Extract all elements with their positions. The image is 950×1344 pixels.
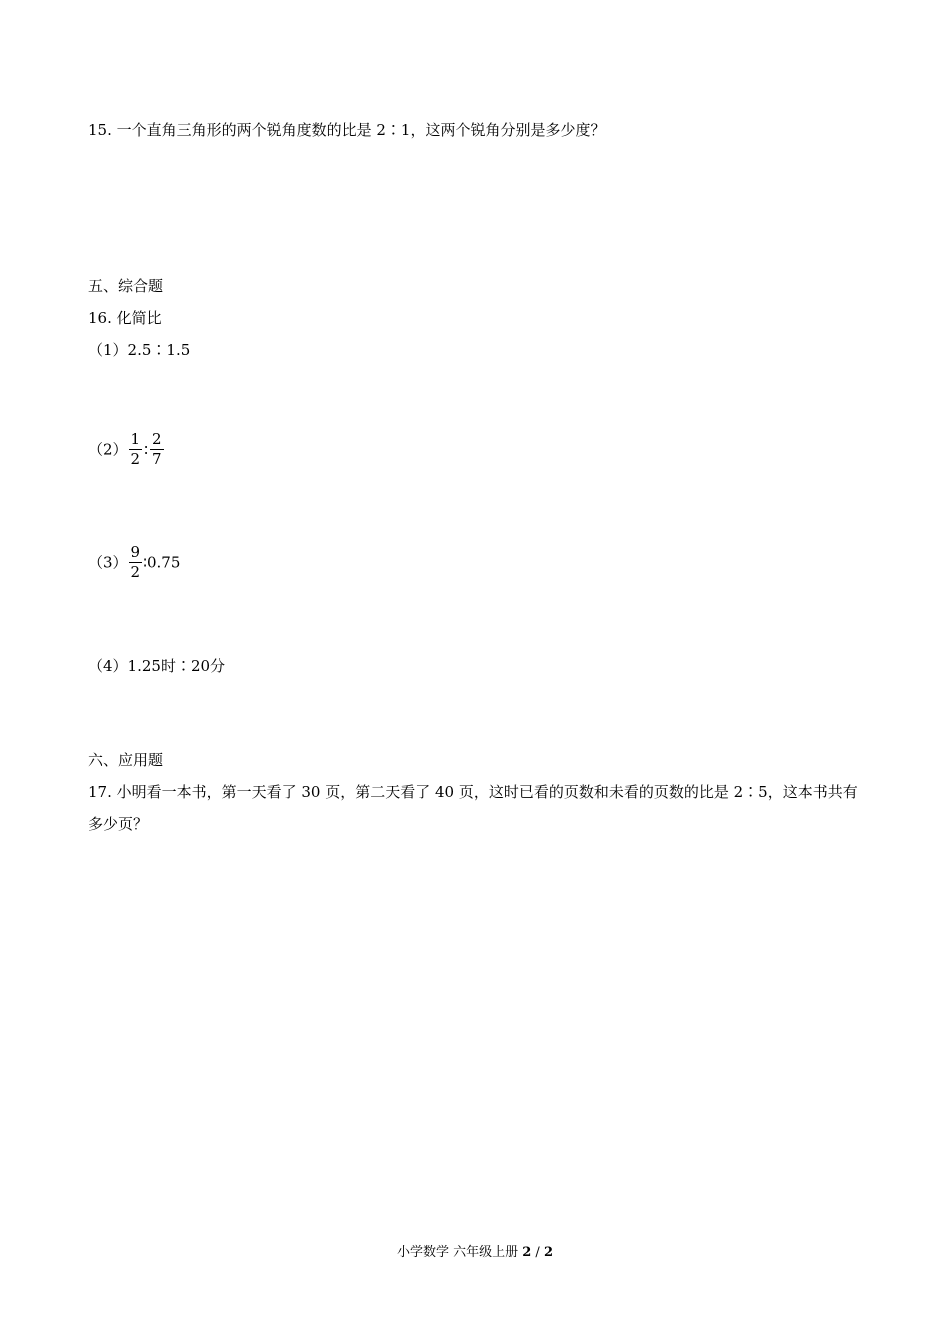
question-15: 15. 一个直角三角形的两个锐角度数的比是 2∶1，这两个锐角分别是多少度？ [88,121,606,139]
question-16-title: 16. 化简比 [88,309,162,327]
question-16-part-3 [88,544,180,581]
ratio-colon: ∶ [144,440,148,459]
part-label: （3） [88,553,128,572]
fraction-numerator: 9 [130,543,141,561]
question-17: 17. 小明看一本书，第一天看了 30 页，第二天看了 40 页，这时已看的页数和未看的页数的比是 2∶5，这本书共有多少页？ [88,783,858,833]
part-label: （2） [88,440,128,459]
page-separator: / [531,1245,544,1260]
page-total: 2 [543,1245,553,1260]
fraction-numerator: 1 [130,430,141,448]
section-five-heading: 五、综合题 [88,277,164,295]
fraction-two-sevenths [150,431,164,468]
fraction-numerator: 2 [152,430,162,448]
fraction-denominator: 7 [152,450,162,468]
question-16-part-4: （4）1.25时∶20分 [88,657,226,675]
section-six-heading: 六、应用题 [88,751,164,769]
ratio-rest: ∶0.75 [143,553,181,572]
fraction-denominator: 2 [130,450,141,468]
footer-text: 小学数学 六年级上册 [396,1245,523,1260]
fraction-nine-halves [129,544,143,581]
page-footer [0,1244,950,1262]
question-16-part-2 [88,431,165,468]
fraction-denominator: 2 [130,563,141,581]
question-16-part-1: （1）2.5∶1.5 [88,341,191,359]
page-current: 2 [522,1245,532,1260]
fraction-one-half [129,431,143,468]
